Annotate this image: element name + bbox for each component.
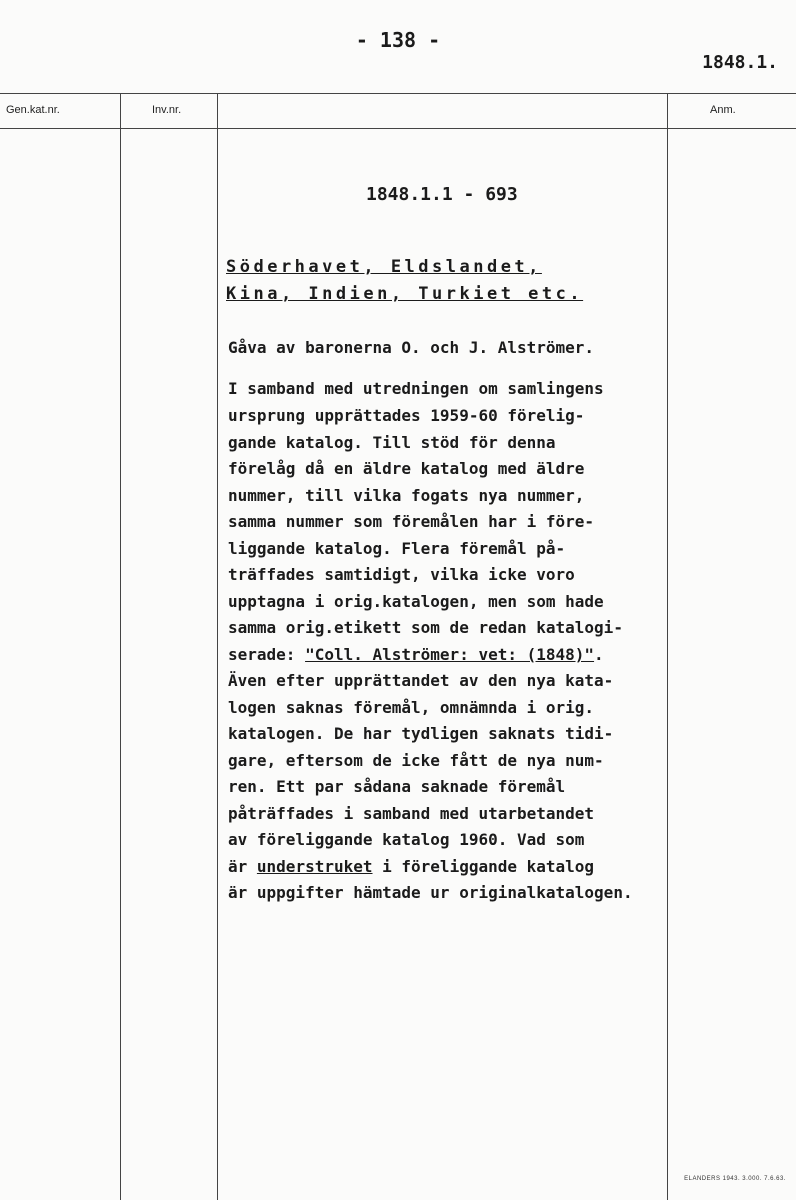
body-line: liggande katalog. Flera föremål på- (228, 539, 566, 558)
column-header-gen-kat-nr: Gen.kat.nr. (6, 104, 60, 116)
body-line: av föreliggande katalog 1960. Vad som (228, 830, 585, 849)
body-line: gande katalog. Till stöd för denna (228, 433, 556, 452)
body-line-underlined (228, 857, 594, 876)
body-line: upptagna i orig.katalogen, men som hade (228, 592, 604, 611)
column-divider-anm (667, 93, 668, 1200)
body-text: serade: (228, 645, 306, 664)
column-divider-inv (217, 93, 218, 1200)
body-line: nummer, till vilka fogats nya nummer, (228, 486, 585, 505)
column-divider-gen (120, 93, 121, 1200)
body-line-collection (228, 645, 604, 664)
body-text: . (594, 645, 604, 664)
column-header-anm: Anm. (710, 104, 736, 116)
body-line: är uppgifter hämtade ur originalkatalogen. (228, 883, 633, 902)
title-line: Söderhavet, Eldslandet, (226, 257, 542, 277)
title-line: Kina, Indien, Turkiet etc. (226, 284, 584, 304)
body-line: samma nummer som föremålen har i före- (228, 512, 595, 531)
body-line: gare, eftersom de icke fått de nya num- (228, 751, 604, 770)
body-line: I samband med utredningen om samlingens (228, 379, 604, 398)
body-line: påträffades i samband med utarbetandet (228, 804, 595, 823)
column-header-inv-nr: Inv.nr. (152, 104, 182, 116)
collection-label: "Coll. Alströmer: vet: (1848)" (305, 645, 595, 664)
catalog-code: 1848.1. (702, 52, 778, 73)
body-line: samma orig.etikett som de redan katalogi- (228, 618, 623, 637)
body-line: ren. Ett par sådana saknade föremål (228, 777, 566, 796)
body-text: i föreliggande katalog (372, 857, 595, 876)
gift-line: Gåva av baronerna O. och J. Alströmer. (228, 338, 595, 357)
entry-range: 1848.1.1 - 693 (366, 184, 518, 205)
printer-imprint: ELANDERS 1943. 3.000. 7.6.63. (684, 1176, 786, 1182)
page-number: - 138 - (355, 28, 441, 52)
body-text: är (228, 857, 257, 876)
underlined-word: understruket (256, 857, 373, 876)
body-line: ursprung upprättades 1959-60 förelig- (228, 406, 585, 425)
body-line: träffades samtidigt, vilka icke voro (228, 565, 575, 584)
body-line: förelåg då en äldre katalog med äldre (228, 459, 585, 478)
body-line: katalogen. De har tydligen saknats tidi- (228, 724, 614, 743)
body-line: logen saknas föremål, omnämnda i orig. (228, 698, 595, 717)
body-line: Även efter upprättandet av den nya kata- (228, 671, 614, 690)
